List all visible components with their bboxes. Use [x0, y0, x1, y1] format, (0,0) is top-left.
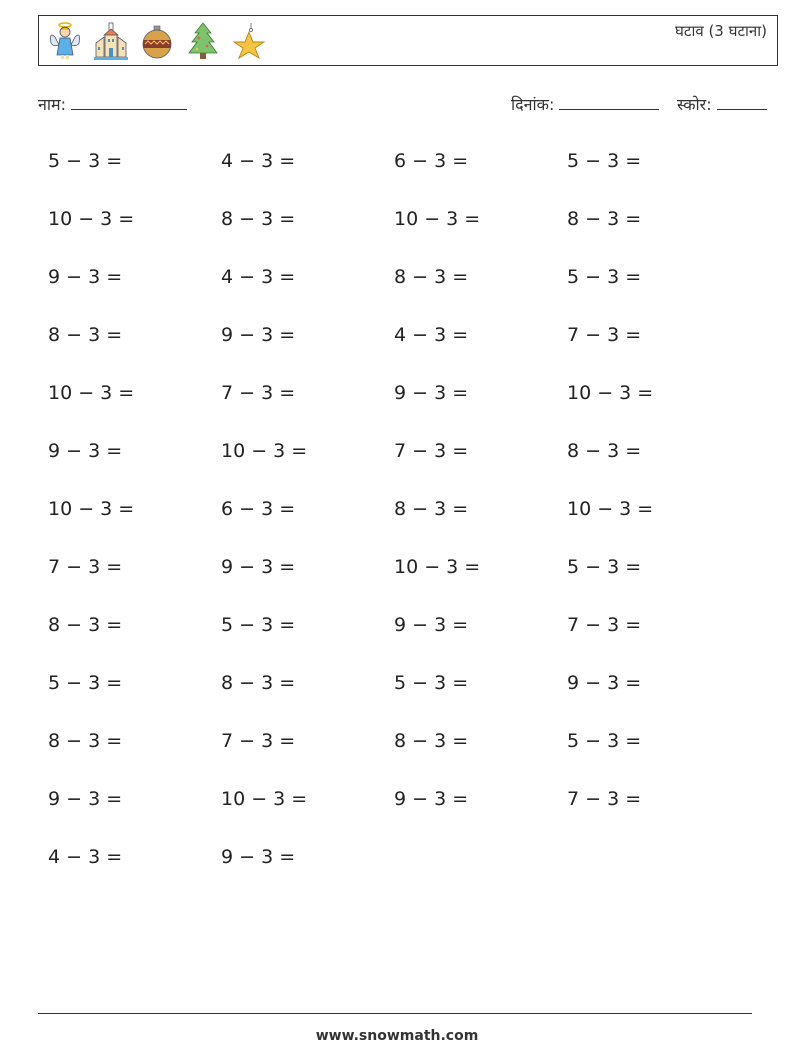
date-field[interactable]	[511, 93, 659, 115]
problem-item: 9 − 3 =	[48, 440, 123, 462]
problem-item: 5 − 3 =	[394, 672, 469, 694]
problem-item: 8 − 3 =	[48, 730, 123, 752]
problem-item: 10 − 3 =	[48, 382, 135, 404]
problem-item: 8 − 3 =	[48, 614, 123, 636]
problem-item: 9 − 3 =	[394, 614, 469, 636]
problem-item: 6 − 3 =	[394, 150, 469, 172]
header-icons	[47, 20, 267, 62]
problem-item: 8 − 3 =	[394, 730, 469, 752]
problem-item: 4 − 3 =	[221, 266, 296, 288]
name-blank[interactable]	[71, 93, 187, 110]
footer-url: www.snowmath.com	[315, 1028, 479, 1044]
problem-item: 9 − 3 =	[394, 788, 469, 810]
problem-item: 5 − 3 =	[48, 150, 123, 172]
problem-item: 5 − 3 =	[567, 150, 642, 172]
problem-item: 7 − 3 =	[567, 614, 642, 636]
christmas-tree-icon	[185, 21, 221, 61]
problem-item: 10 − 3 =	[48, 208, 135, 230]
problem-item: 10 − 3 =	[567, 498, 654, 520]
problem-item: 8 − 3 =	[48, 324, 123, 346]
problem-item: 4 − 3 =	[48, 846, 123, 868]
problem-item: 4 − 3 =	[221, 150, 296, 172]
score-blank[interactable]	[717, 93, 767, 110]
problem-item: 8 − 3 =	[394, 266, 469, 288]
problem-item: 10 − 3 =	[221, 788, 308, 810]
name-field[interactable]	[38, 93, 187, 115]
star-icon	[231, 21, 267, 61]
problem-item: 9 − 3 =	[221, 324, 296, 346]
problem-item: 7 − 3 =	[221, 730, 296, 752]
worksheet-title: घटाव (3 घटाना)	[675, 22, 767, 40]
ornament-icon	[139, 21, 175, 61]
problem-item: 5 − 3 =	[567, 730, 642, 752]
problem-item: 10 − 3 =	[48, 498, 135, 520]
problem-item: 7 − 3 =	[394, 440, 469, 462]
problem-item: 6 − 3 =	[221, 498, 296, 520]
problem-item: 10 − 3 =	[394, 556, 481, 578]
problem-item: 7 − 3 =	[567, 324, 642, 346]
problem-item: 8 − 3 =	[394, 498, 469, 520]
worksheet-header	[38, 15, 778, 66]
problem-item: 9 − 3 =	[394, 382, 469, 404]
problem-item: 10 − 3 =	[567, 382, 654, 404]
problem-item: 7 − 3 =	[221, 382, 296, 404]
problem-item: 9 − 3 =	[221, 846, 296, 868]
problem-item: 8 − 3 =	[567, 440, 642, 462]
problem-item: 9 − 3 =	[48, 788, 123, 810]
problem-item: 9 − 3 =	[221, 556, 296, 578]
problem-item: 7 − 3 =	[567, 788, 642, 810]
church-icon	[93, 21, 129, 61]
problem-item: 7 − 3 =	[48, 556, 123, 578]
problem-item: 9 − 3 =	[567, 672, 642, 694]
date-blank[interactable]	[559, 93, 659, 110]
problem-item: 5 − 3 =	[221, 614, 296, 636]
problem-item: 4 − 3 =	[394, 324, 469, 346]
score-label: स्कोर:	[677, 95, 712, 114]
problem-item: 5 − 3 =	[567, 266, 642, 288]
score-field[interactable]	[677, 93, 767, 115]
problem-item: 5 − 3 =	[567, 556, 642, 578]
problem-item: 5 − 3 =	[48, 672, 123, 694]
problem-item: 8 − 3 =	[221, 672, 296, 694]
angel-icon	[47, 21, 83, 61]
footer-divider	[38, 1013, 752, 1014]
problem-item: 8 − 3 =	[221, 208, 296, 230]
problem-item: 10 − 3 =	[394, 208, 481, 230]
problem-item: 8 − 3 =	[567, 208, 642, 230]
problem-item: 10 − 3 =	[221, 440, 308, 462]
name-label: नाम:	[38, 95, 66, 114]
date-label: दिनांक:	[511, 95, 555, 114]
problem-item: 9 − 3 =	[48, 266, 123, 288]
